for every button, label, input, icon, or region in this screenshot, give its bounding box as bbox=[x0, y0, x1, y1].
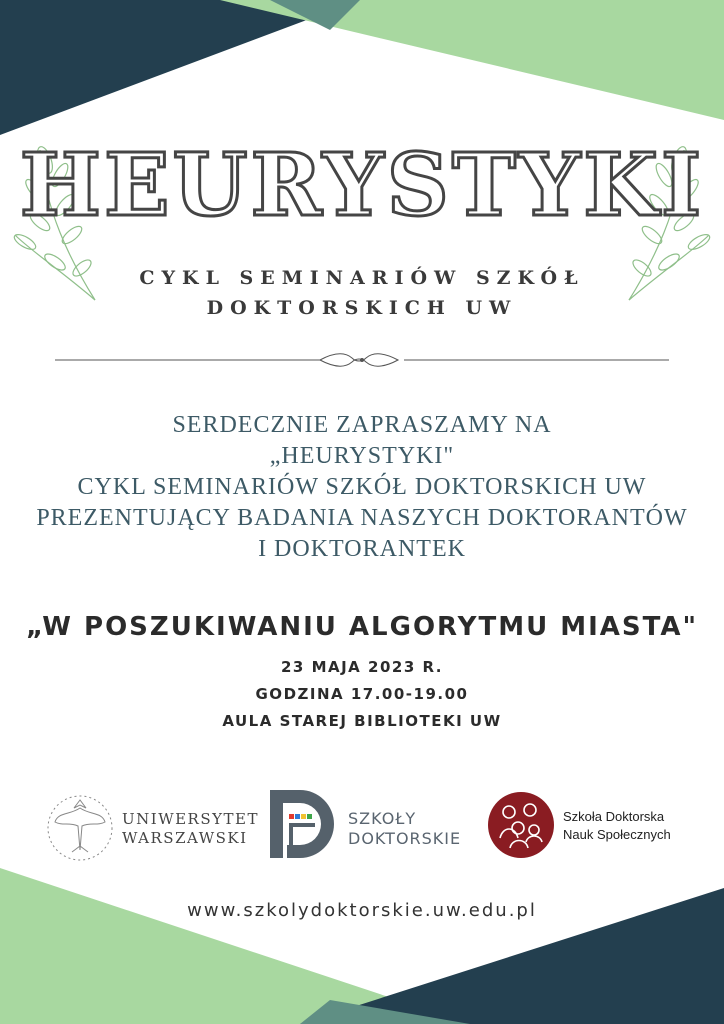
sdns-line1: Szkoła Doktorska bbox=[563, 809, 665, 824]
sdns-logo-text bbox=[563, 808, 671, 844]
uw-line2: WARSZAWSKI bbox=[122, 829, 248, 847]
invitation-line: I DOKTORANTEK bbox=[258, 536, 466, 562]
event-place: AULA STAREJ BIBLIOTEKI UW bbox=[222, 712, 502, 730]
sdns-line2: Nauk Społecznych bbox=[563, 827, 671, 842]
sdns-logo-icon bbox=[488, 792, 554, 858]
invitation-line: SERDECZNIE ZAPRASZAMY NA bbox=[172, 412, 552, 438]
subtitle-line2: DOKTORSKICH UW bbox=[206, 297, 518, 319]
website-link[interactable]: www.szkolydoktorskie.uw.edu.pl bbox=[187, 900, 537, 921]
event-date: 23 MAJA 2023 R. bbox=[280, 658, 444, 676]
sd-line1: SZKOŁY bbox=[348, 809, 417, 828]
sd-logo-text bbox=[348, 809, 461, 849]
eagle-emblem-icon bbox=[48, 796, 112, 860]
ornamental-divider bbox=[55, 354, 669, 367]
sd-line2: DOKTORSKIE bbox=[348, 829, 462, 848]
top-right-green-triangle bbox=[220, 0, 724, 120]
event-title: „W POSZUKIWANIU ALGORYTMU MIASTA" bbox=[25, 612, 699, 642]
uw-line1: UNIWERSYTET bbox=[122, 810, 259, 828]
sd-logo-icon bbox=[270, 790, 334, 858]
subtitle-line1: CYKL SEMINARIÓW SZKÓŁ bbox=[139, 267, 585, 289]
uw-logo-text bbox=[122, 810, 259, 848]
invitation-line: CYKL SEMINARIÓW SZKÓŁ DOKTORSKICH UW bbox=[77, 474, 647, 500]
invitation-line: „HEURYSTYKI" bbox=[269, 443, 455, 469]
invitation-line: PREZENTUJĄCY BADANIA NASZYCH DOKTORANTÓW bbox=[36, 505, 688, 531]
page-title: HEURYSTYKI bbox=[19, 135, 705, 236]
event-time: GODZINA 17.00-19.00 bbox=[255, 685, 469, 703]
